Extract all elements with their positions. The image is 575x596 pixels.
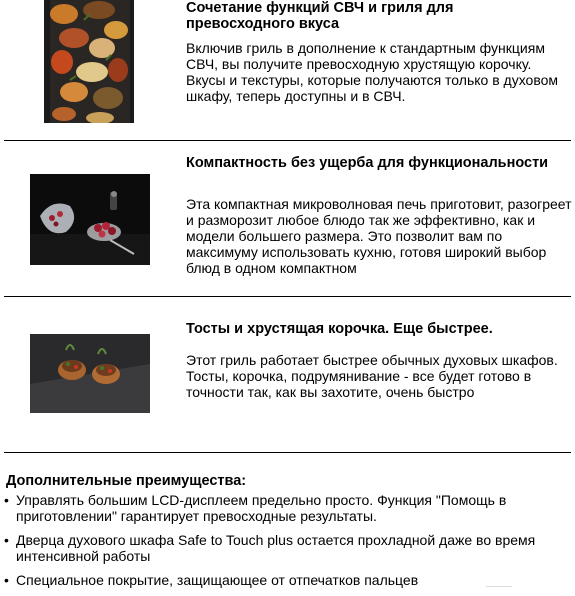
feature-description: Включив гриль в дополнение к стандартным функциям СВЧ, вы получите превосходную хрустящую корочку. Вкусы и текстуры, которые получаются только в духовом шкафу, теперь доступны и в СВЧ. xyxy=(186,40,559,104)
feature-title: Сочетание функций СВЧ и гриля для превосходного вкуса xyxy=(186,0,454,32)
feature-compact xyxy=(0,141,575,297)
frozen-berries-image xyxy=(30,174,150,265)
decorative-line xyxy=(486,586,512,587)
list-item: • Специальное покрытие, защищающее от отпечатков пальцев xyxy=(4,572,570,588)
feature-description: Этот гриль работает быстрее обычных духовых шкафов. Тосты, корочка, подрумянивание - все будет готово в точности так, как вы захотите, очень быстро xyxy=(186,352,558,400)
advantages-list xyxy=(4,492,570,596)
list-item: • Дверца духового шкафа Safe to Touch plus остается прохладной даже во время интенсивной работы xyxy=(4,532,570,564)
feature-title: Тосты и хрустящая корочка. Еще быстрее. xyxy=(186,321,493,337)
advantages-title: Дополнительные преимущества: xyxy=(6,473,247,489)
toast-bruschetta-image xyxy=(30,334,150,413)
feature-grill-combo xyxy=(0,0,575,140)
feature-title: Компактность без ущерба для функциональности xyxy=(186,155,549,171)
feature-description: Эта компактная микроволновая печь приготовит, разогреет и разморозит любое блюдо так же эффективно, как и модели большего размера. Это позволит вам по максимуму использовать кухню, готовя широкий выбор блюд в одном компактном xyxy=(186,196,572,276)
feature-toast xyxy=(0,297,575,452)
roasted-vegetables-image xyxy=(44,0,134,123)
list-item: • Управлять большим LCD-дисплеем предельно просто. Функция "Помощь в приготовлении" гарантирует превосходные результаты. xyxy=(4,492,570,524)
section-divider xyxy=(4,452,571,453)
